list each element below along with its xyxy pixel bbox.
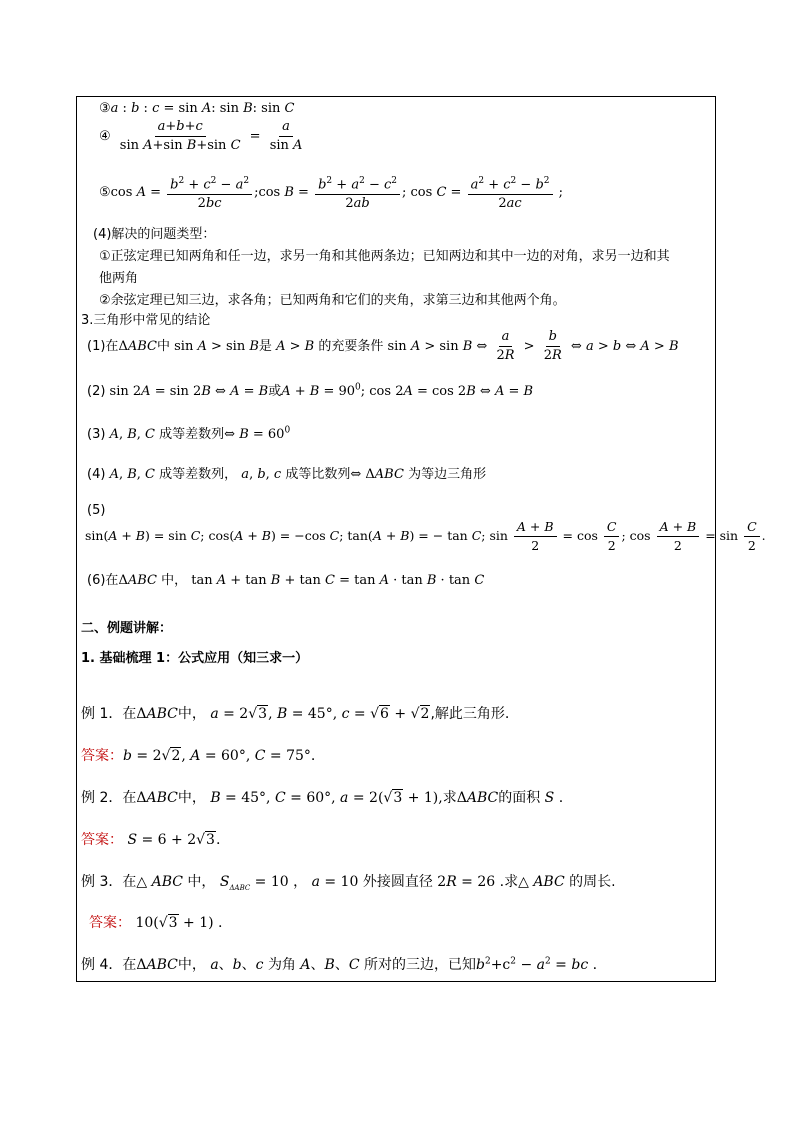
example-4: 例 4．在ΔABC中， a、b、c 为角 A、B、C 所对的三边，已知$b^2+c^2 - a^2$ = bc . <box>81 956 598 973</box>
example-2-tail: 的面积 <box>498 790 541 806</box>
example-3-label: 例 3．在 <box>81 874 137 890</box>
conclusion-2-label: (2) <box>87 384 106 399</box>
types-heading: (4)解决的问题类型： <box>93 227 216 242</box>
example-1: 例 1．在ΔABC中， a = 2√3, B = 45°, c = √6 + √2,解此三角形. <box>81 706 510 722</box>
formula-4-marker: ④ <box>99 129 111 144</box>
section-title: 二、例题讲解： <box>81 621 173 636</box>
section-subtitle: 1. 基础梳理 1：公式应用（知三求一） <box>81 651 309 666</box>
answer-1-label: 答案： <box>81 748 123 764</box>
example-2: 例 2．在ΔABC中， B = 45°, C = 60°, a = 2(√3 + 1),求ΔABC的面积 S . <box>81 790 564 806</box>
example-2-label: 例 2．在 <box>81 790 137 806</box>
conclusion-1-label: (1) <box>87 339 106 354</box>
example-3: 例 3．在△ ABC 中， $S_{\Delta ABC} = 10$ ， a = 10 外接圆直径 2R = 26 .求△ ABC 的周长. <box>81 874 616 892</box>
conclusion-5-label: (5) <box>87 503 106 518</box>
conclusion-6: (6)在ΔABC 中， tan A + tan B + tan C = tan A · tan B · tan C <box>87 573 485 588</box>
formula-3-marker: ③ <box>99 101 111 116</box>
answer-3-label: 答案： <box>89 915 131 931</box>
types-item-1-cont: 他两角 <box>99 271 139 286</box>
conclusions-heading: 3.三角形中常见的结论 <box>81 313 211 328</box>
conclusion-2: (2) sin 2A = sin 2B ⇔ A = B或$A + B = 90^0$; cos 2A = cos 2B ⇔ A = B <box>87 382 534 399</box>
answer-3: 答案： 10(√3 + 1) . <box>89 915 223 931</box>
formula-fraction: ④ $\frac{a+b+c}{\text{sin A+sin B+sin C}}$ = $\frac{a}{\text{sin A}}$ <box>99 119 303 153</box>
conclusion-5: sin(A + B) = sin C; cos(A + B) = −cos C; tan(A + B) = − tan C; sin $\frac{A + B}{2}$ = cos $\frac{C}{2}$ ; cos $\frac{A + B}{2}$ = sin $\frac{C}{2}$ . <box>85 519 766 553</box>
content-frame <box>76 96 766 982</box>
conclusion-3: (3) A, B, C 成等差数列⇔ $B = 60^0$ <box>87 425 291 442</box>
answer-2-label: 答案： <box>81 832 123 848</box>
formula-5-marker: ⑤ <box>99 185 111 201</box>
example-3-mid: 外接圆直径 <box>362 874 433 890</box>
types-item-1: ①正弦定理已知两角和任一边，求另一角和其他两条边；已知两边和其中一边的对角，求另一边和其 <box>99 249 670 264</box>
answer-1: 答案：b = 2√2, A = 60°, C = 75°. <box>81 748 316 764</box>
conclusion-1: (1)在ΔABC中 sin A > sin B是 A > B 的充要条件 sin A > sin B ⇔ $\frac{a}{2R}$ > $\frac{b}{2R}$ ⇔ a > b ⇔ A > B <box>87 329 679 363</box>
example-1-tail: ,解此三角形. <box>430 706 510 722</box>
conclusion-3-label: (3) <box>87 427 106 442</box>
example-4-mid: 所对的三边，已知 <box>363 957 476 973</box>
conclusion-4: (4) A, B, C 成等差数列， a, b, c 成等比数列⇔ ΔABC 为等边三角形 <box>87 467 487 482</box>
answer-2: 答案： S = 6 + 2√3. <box>81 832 221 848</box>
example-1-label: 例 1．在 <box>81 706 137 722</box>
example-3-tail: 的周长. <box>569 874 616 890</box>
formula-cosine: ⑤cos A = $\frac{b^2 + c^2 - a^2}{2bc}$ ;cos B = $\frac{b^2 + a^2 - c^2}{2ab}$ ; cos C = $\frac{a^2 + c^2 - b^2}{2ac}$ ; <box>99 173 563 212</box>
formula-ratio: ③a : b : c = sin A: sin B: sin C <box>99 101 295 116</box>
example-4-label: 例 4．在 <box>81 957 137 973</box>
conclusion-6-label: (6) <box>87 573 106 588</box>
conclusion-4-label: (4) <box>87 467 106 482</box>
types-item-2: ②余弦定理已知三边，求各角；已知两角和它们的夹角，求第三边和其他两个角。 <box>99 293 566 308</box>
